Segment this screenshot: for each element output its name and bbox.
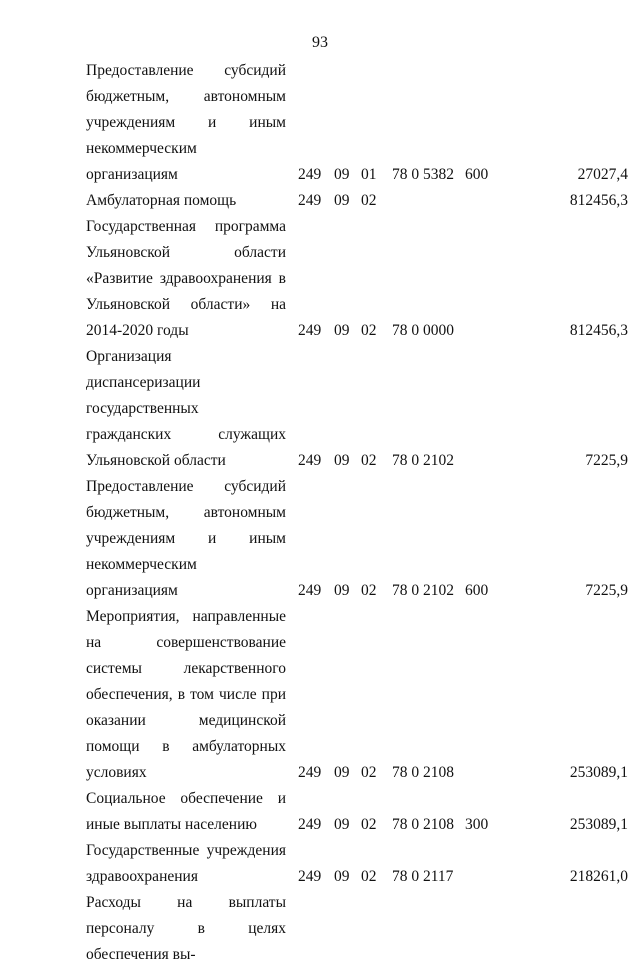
row-section-code: 09: [334, 192, 350, 209]
page-number: 93: [312, 34, 328, 51]
row-amount: 218261,0: [569, 868, 628, 885]
row-section-code: 09: [334, 166, 350, 183]
table-row: [0, 214, 640, 344]
row-subsection-code: 02: [361, 192, 377, 209]
table-row: [0, 838, 640, 890]
row-grbs-code: 249: [298, 192, 322, 209]
row-description: Государственная программа Ульяновской области «Развитие здравоохранения в Ульяновской области» на 2014-2020 годы: [86, 218, 286, 339]
row-target-article-code: 78 0 0000: [392, 322, 454, 339]
row-target-article-code: 78 0 2108: [392, 764, 454, 781]
row-target-article-code: 78 0 2117: [392, 868, 454, 885]
row-description: Расходы на выплаты персоналу в целях обеспечения вы-: [86, 894, 286, 963]
table-row: [0, 890, 640, 968]
row-subsection-code: 02: [361, 764, 377, 781]
row-amount: 812456,3: [569, 322, 628, 339]
row-subsection-code: 02: [361, 322, 377, 339]
row-grbs-code: 249: [298, 764, 322, 781]
row-subsection-code: 02: [361, 452, 377, 469]
row-section-code: 09: [334, 452, 350, 469]
row-amount: 7225,9: [585, 582, 628, 599]
row-description: Предоставление субсидий бюджетным, автономным учреждениям и иным некоммерческим организациям: [86, 62, 286, 183]
row-subsection-code: 01: [361, 166, 377, 183]
row-target-article-code: 78 0 2102: [392, 452, 454, 469]
row-section-code: 09: [334, 582, 350, 599]
table-row: [0, 344, 640, 474]
row-grbs-code: 249: [298, 166, 322, 183]
table-row: [0, 58, 640, 188]
row-amount: 27027,4: [577, 166, 628, 183]
row-subsection-code: 02: [361, 816, 377, 833]
row-amount: 812456,3: [569, 192, 628, 209]
row-expense-type-code: 600: [465, 582, 489, 599]
row-amount: 253089,1: [569, 764, 628, 781]
row-expense-type-code: 600: [465, 166, 489, 183]
row-target-article-code: 78 0 2108: [392, 816, 454, 833]
row-expense-type-code: 300: [465, 816, 489, 833]
row-description: Мероприятия, направленные на совершенствование системы лекарственного обеспечения, в том числе при оказании медицинской помощи в амбулаторных условиях: [86, 608, 286, 781]
table-row: [0, 604, 640, 786]
row-section-code: 09: [334, 868, 350, 885]
budget-table: [0, 58, 640, 968]
row-description: Амбулаторная помощь: [86, 192, 237, 209]
row-grbs-code: 249: [298, 582, 322, 599]
table-row: [0, 474, 640, 604]
row-description: Организация диспансеризации государственных гражданских служащих Ульяновской области: [86, 348, 286, 469]
row-grbs-code: 249: [298, 322, 322, 339]
row-amount: 7225,9: [585, 452, 628, 469]
row-section-code: 09: [334, 816, 350, 833]
table-row: [0, 786, 640, 838]
row-section-code: 09: [334, 322, 350, 339]
row-description: Предоставление субсидий бюджетным, автономным учреждениям и иным некоммерческим организациям: [86, 478, 286, 599]
row-subsection-code: 02: [361, 582, 377, 599]
row-section-code: 09: [334, 764, 350, 781]
row-description: Государственные учреждения здравоохранения: [86, 842, 286, 885]
row-target-article-code: 78 0 2102: [392, 582, 454, 599]
row-description: Социальное обеспечение и иные выплаты населению: [86, 790, 286, 833]
row-amount: 253089,1: [569, 816, 628, 833]
table-row: [0, 188, 640, 214]
row-subsection-code: 02: [361, 868, 377, 885]
row-grbs-code: 249: [298, 452, 322, 469]
row-grbs-code: 249: [298, 868, 322, 885]
row-grbs-code: 249: [298, 816, 322, 833]
row-target-article-code: 78 0 5382: [392, 166, 454, 183]
